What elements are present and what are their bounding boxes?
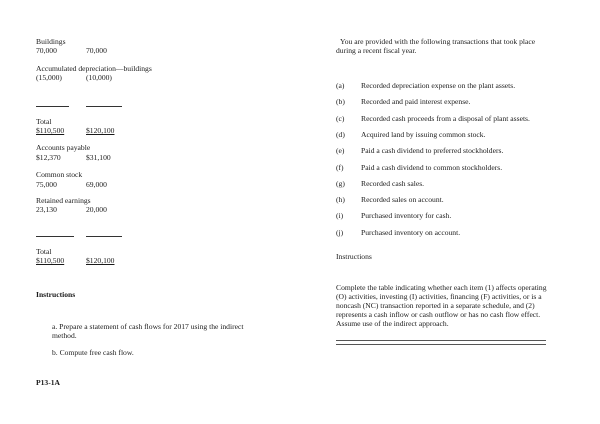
common-stock-label: Common stock <box>36 170 83 179</box>
total1-label: Total <box>36 117 52 126</box>
transaction-text: Recorded cash proceeds from a disposal of plant assets. <box>361 113 530 123</box>
transaction-text: Paid a cash dividend to preferred stockholders. <box>361 146 504 156</box>
transaction-letter: (d) <box>336 129 345 139</box>
buildings-values <box>36 46 156 56</box>
transaction-letter: (b) <box>336 97 345 107</box>
accounts-payable-value-current: $12,370 <box>36 153 61 162</box>
retained-earnings-value-prior: 20,000 <box>86 205 107 214</box>
transaction-letter: (a) <box>336 81 345 90</box>
total2-values <box>36 256 156 266</box>
retained-earnings-value-current: 23,130 <box>36 205 57 214</box>
right-instructions-heading: Instructions <box>336 252 372 261</box>
accounts-payable-values <box>36 153 156 163</box>
transaction-text: Acquired land by issuing common stock. <box>361 129 486 139</box>
transaction-letter: (c) <box>336 113 345 123</box>
accum-depreciation-values <box>36 73 156 83</box>
common-stock-value-current: 75,000 <box>36 180 57 189</box>
transaction-text: Recorded and paid interest expense. <box>361 97 471 107</box>
retained-earnings-label: Retained earnings <box>36 196 91 205</box>
instruction-b: b. Compute free cash flow. <box>52 348 134 357</box>
common-stock-value-prior: 69,000 <box>86 180 107 189</box>
double-rule <box>336 340 546 345</box>
left-instructions-heading: Instructions <box>36 290 76 299</box>
transaction-text: Paid a cash dividend to common stockholders. <box>361 162 503 172</box>
transactions-intro: You are provided with the following transactions that took place during a recent fiscal year. <box>336 37 536 56</box>
problem-id: P13-1A <box>36 378 61 387</box>
total1-values <box>36 126 156 136</box>
transaction-text: Recorded sales on account. <box>361 195 444 205</box>
accum-depreciation-value-prior: (10,000) <box>86 73 112 82</box>
common-stock-values <box>36 180 156 190</box>
transaction-text: Recorded cash sales. <box>361 178 425 188</box>
transaction-text: Recorded depreciation expense on the plant assets. <box>361 81 516 90</box>
right-instructions-body: Complete the table indicating whether each item (1) affects operating (O) activities, investing (I) activities, financing (F) activities, or is a noncash (NC) transaction reported in a separate schedule, and (2) represents a cash inflow or cash outflow or has no cash flow effect. Assume use of the indirect approach. <box>336 283 547 329</box>
total2-value-current: $110,500 <box>36 256 65 265</box>
transaction-letter: (j) <box>336 227 344 237</box>
total1-value-current: $110,500 <box>36 126 65 135</box>
transaction-letter: (i) <box>336 211 344 221</box>
transaction-text: Purchased inventory on account. <box>361 227 461 237</box>
accum-depreciation-label: Accumulated depreciation—buildings <box>36 64 152 73</box>
buildings-value-prior: 70,000 <box>86 46 107 55</box>
retained-earnings-values <box>36 205 156 215</box>
accounts-payable-value-prior: $31,100 <box>86 153 111 162</box>
total2-value-prior: $120,100 <box>86 256 115 265</box>
instruction-a: a. Prepare a statement of cash flows for 2017 using the indirect method. <box>52 322 244 341</box>
accounts-payable-label: Accounts payable <box>36 143 91 152</box>
transaction-letter: (f) <box>336 162 344 172</box>
accum-depreciation-value-current: (15,000) <box>36 73 62 82</box>
transaction-letter: (h) <box>336 195 345 205</box>
total1-value-prior: $120,100 <box>86 126 115 135</box>
transaction-text: Purchased inventory for cash. <box>361 211 452 221</box>
transaction-letter: (g) <box>336 178 345 188</box>
buildings-value-current: 70,000 <box>36 46 57 55</box>
transaction-letter: (e) <box>336 146 345 156</box>
total2-label: Total <box>36 247 52 256</box>
buildings-label: Buildings <box>36 37 66 46</box>
